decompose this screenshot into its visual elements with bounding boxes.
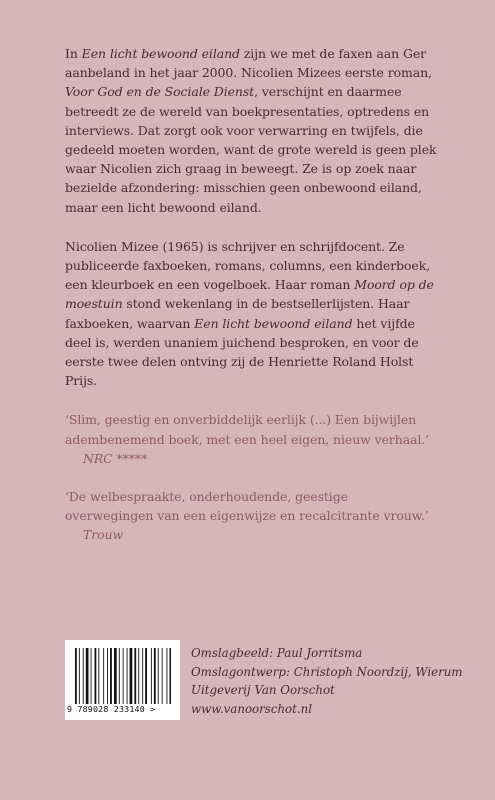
book-title: Een licht bewoond eiland (81, 46, 240, 61)
cover-design-credit: Omslagontwerp: Christoph Noordzij, Wierum (191, 664, 463, 679)
barcode-bar (95, 648, 97, 704)
first-novel-title: Voor God en de Sociale Dienst (65, 84, 255, 100)
review-quote (65, 410, 437, 468)
barcode-bar (123, 648, 124, 704)
barcode-bar (145, 648, 147, 704)
isbn-barcode (65, 640, 180, 720)
barcode-bar (134, 648, 136, 704)
barcode-bar (107, 648, 108, 704)
barcode-bar (79, 648, 80, 704)
publisher-website[interactable]: www.vanoorschot.nl (191, 701, 313, 716)
barcode-bar (98, 648, 99, 704)
quote-source: NRC ***** (83, 450, 148, 466)
blurb-paragraph (65, 44, 437, 217)
barcode-bar (151, 648, 152, 704)
barcode-bar (119, 648, 120, 704)
barcode-bar (167, 648, 168, 704)
isbn-number: 9 789028 233140 > (67, 704, 156, 714)
barcode-bar (75, 648, 77, 704)
review-quote (65, 487, 437, 545)
bio-text: het vijfde deel is, werden unaniem juichend besproken, en voor de eerste twee delen ontving zij de Henriette Roland Holst Prijs. (65, 315, 419, 389)
quote-text: ‘Slim, geestig en onverbiddelijk eerlijk (...) Een bijwijlen adembenemend boek, met een heel eigen, nieuw verhaal.’ (65, 412, 430, 447)
barcode-bar (91, 648, 92, 704)
novel-title: Moord op de moestuin (65, 277, 434, 312)
barcode-bar (110, 648, 112, 704)
barcode-bar (130, 648, 133, 704)
colophon (191, 644, 461, 718)
blurb-text: , verschijnt en daarmee betreedt ze de wereld van boekpresentaties, optredens en interviews. Dat zorgt ook voor verwarring en twijfels, die gedeeld moeten worden, want de grote wereld is geen plek waar Nicolien zich graag in beweegt. Ze is op zoek naar bezielde afzondering: misschien geen onbewoond eiland, maar een licht bewoond eiland. (65, 84, 437, 215)
barcode-bar (162, 648, 163, 704)
blurb-text: zijn we met de faxen aan Ger aanbeland in het jaar 2000. Nicolien Mizees eerste roman, (65, 46, 432, 81)
barcode-bar (127, 648, 128, 704)
barcode-bar (142, 648, 143, 704)
barcode-bar (103, 648, 104, 704)
barcode-bar (86, 648, 89, 704)
bio-text: Nicolien Mizee (1965) is schrijver en schrijfdocent. Ze publiceerde faxboeken, romans, columns, een kinderboek, een kleurboek en een vogelboek. Haar roman (65, 238, 431, 293)
bio-text: stond wekenlang in de bestsellerlijsten. Haar faxboeken, waarvan (65, 296, 410, 331)
barcode-bar (138, 648, 139, 704)
blurb-text: In (65, 46, 82, 61)
barcode-bars (75, 648, 171, 704)
barcode-bar (114, 648, 117, 704)
quote-text: ‘De welbespraakte, onderhoudende, geestige overwegingen van een eigenwijze en recalcitrante vrouw.’ (65, 489, 429, 524)
barcode-bar (158, 648, 159, 704)
book-title: Een licht bewoond eiland (194, 315, 353, 331)
barcode-bar (170, 648, 172, 704)
barcode-bar (154, 648, 156, 704)
quote-source: Trouw (83, 527, 124, 543)
author-bio (65, 237, 437, 391)
cover-image-credit: Omslagbeeld: Paul Jorritsma (191, 646, 363, 660)
back-cover-text (65, 44, 437, 545)
barcode-bar (83, 648, 84, 704)
publisher-name: Uitgeverij Van Oorschot (191, 683, 335, 698)
